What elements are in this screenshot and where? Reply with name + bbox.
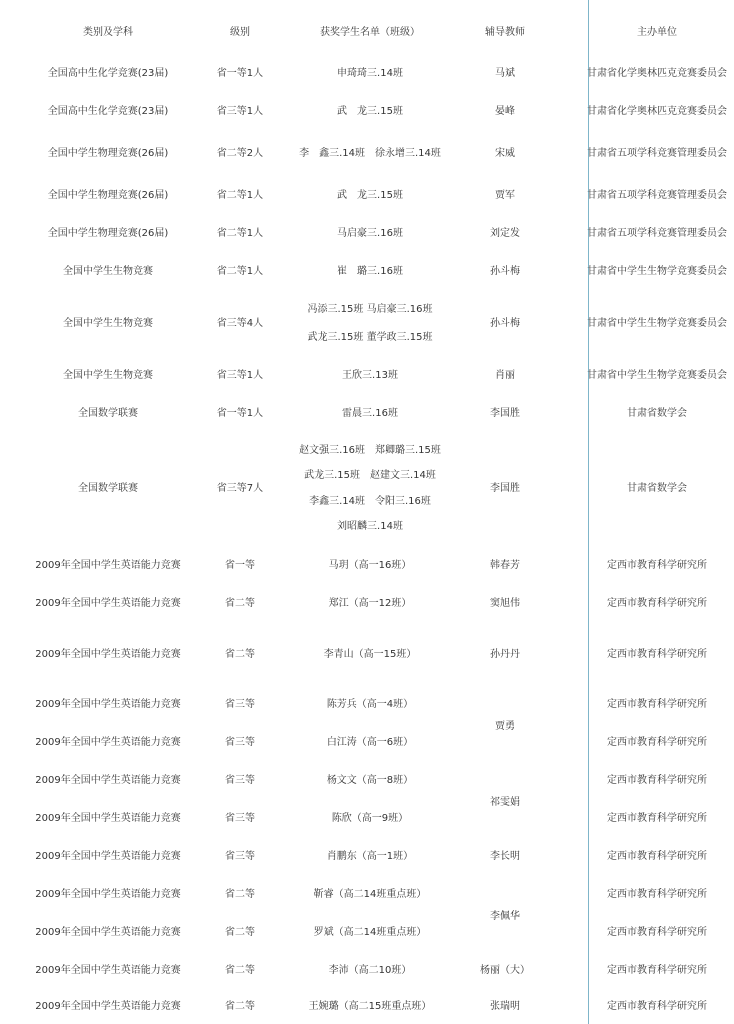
organizer-cell: 甘肃省数学会: [627, 483, 687, 494]
student-line: 王欣三.13班: [342, 370, 398, 381]
students-cell: [280, 914, 460, 952]
category-cell: 全国中学生物理竞赛(26届): [47, 190, 169, 201]
teacher-cell: 杨丽（大）: [480, 965, 530, 976]
organizer-cell: 定西市教育科学研究所: [607, 927, 707, 938]
organizer-cell: 甘肃省五项学科竞赛管理委员会: [587, 148, 727, 159]
organizer-cell: 定西市教育科学研究所: [607, 560, 707, 571]
level-cell: 省一等1人: [216, 408, 264, 419]
student-line: 武 龙三.15班: [337, 190, 403, 201]
organizer-cell: 定西市教育科学研究所: [607, 598, 707, 609]
table-row: [0, 180, 734, 212]
student-line: 陈欣（高一9班）: [331, 813, 409, 824]
category-cell: 2009年全国中学生英语能力竞赛: [35, 775, 181, 786]
organizer-cell: 甘肃省中学生生物学竞赛委员会: [587, 370, 727, 381]
students-cell: [280, 438, 460, 540]
category-cell: 全国中学生物理竞赛(26届): [47, 148, 169, 159]
students-cell: [280, 762, 460, 800]
teacher-cell: 韩春芳: [490, 560, 520, 571]
level-cell: 省二等1人: [216, 228, 264, 239]
table-row: [0, 398, 734, 430]
category-cell: 2009年全国中学生英语能力竞赛: [35, 927, 181, 938]
header-level: 级别: [230, 27, 250, 38]
student-line: 肖鹏东（高一1班）: [326, 851, 414, 862]
students-cell: [280, 296, 460, 352]
level-cell: 省三等: [225, 737, 255, 748]
organizer-cell: 甘肃省化学奥林匹克竞赛委员会: [587, 106, 727, 117]
student-line: 申琦琦三.14班: [337, 68, 403, 79]
teacher-cell: 肖丽: [495, 370, 515, 381]
level-cell: 省三等: [225, 813, 255, 824]
category-cell: 全国数学联赛: [78, 483, 138, 494]
level-cell: 省二等: [225, 1001, 255, 1012]
students-cell: [280, 586, 460, 622]
table-row: [0, 256, 734, 288]
category-cell: 2009年全国中学生英语能力竞赛: [35, 737, 181, 748]
teacher-cell: 孙斗梅: [490, 318, 520, 329]
category-cell: 2009年全国中学生英语能力竞赛: [35, 598, 181, 609]
students-cell: [280, 634, 460, 676]
table-row: [0, 990, 734, 1024]
table-row: [0, 762, 734, 800]
organizer-cell: 甘肃省数学会: [627, 408, 687, 419]
student-line: 陈芳兵（高一4班）: [326, 699, 414, 710]
students-cell: [280, 990, 460, 1024]
level-cell: 省三等4人: [216, 318, 264, 329]
organizer-cell: 甘肃省中学生生物学竞赛委员会: [587, 318, 727, 329]
organizer-cell: 甘肃省中学生生物学竞赛委员会: [587, 266, 727, 277]
students-cell: [280, 548, 460, 584]
teacher-cell: 宋威: [495, 148, 515, 159]
student-line: 崔 璐三.16班: [337, 266, 403, 277]
organizer-cell: 定西市教育科学研究所: [607, 1001, 707, 1012]
table-row: [0, 58, 734, 90]
teacher-cell: 李长明: [490, 851, 520, 862]
organizer-cell: 定西市教育科学研究所: [607, 737, 707, 748]
student-line: 雷晨三.16班: [342, 408, 398, 419]
level-cell: 省三等1人: [216, 106, 264, 117]
teacher-cell: 晏峰: [495, 106, 515, 117]
table-row: [0, 360, 734, 392]
table-row: [0, 296, 734, 352]
student-line: 刘昭麟三.14班: [337, 521, 403, 533]
category-cell: 2009年全国中学生英语能力竞赛: [35, 699, 181, 710]
table-row: [0, 96, 734, 128]
level-cell: 省一等: [225, 560, 255, 571]
level-cell: 省三等: [225, 851, 255, 862]
category-cell: 2009年全国中学生英语能力竞赛: [35, 965, 181, 976]
category-cell: 2009年全国中学生英语能力竞赛: [35, 813, 181, 824]
organizer-cell: 定西市教育科学研究所: [607, 889, 707, 900]
category-cell: 2009年全国中学生英语能力竞赛: [35, 649, 181, 660]
student-line: 李 鑫三.14班 徐永增三.14班: [299, 148, 441, 159]
category-cell: 全国中学生生物竞赛: [63, 370, 153, 381]
teacher-cell: 刘定发: [490, 228, 520, 239]
student-line: 白江涛（高一6班）: [326, 737, 414, 748]
teacher-cell: 窦旭伟: [490, 598, 520, 609]
level-cell: 省二等: [225, 889, 255, 900]
teacher-cell: 李国胜: [490, 483, 520, 494]
students-cell: [280, 952, 460, 990]
level-cell: 省二等1人: [216, 190, 264, 201]
student-line: 武龙三.15班 董学政三.15班: [307, 332, 433, 343]
category-cell: 2009年全国中学生英语能力竞赛: [35, 560, 181, 571]
level-cell: 省三等1人: [216, 370, 264, 381]
teacher-cell: 马斌: [495, 68, 515, 79]
level-cell: 省二等1人: [216, 266, 264, 277]
students-cell: [280, 138, 460, 170]
category-cell: 全国高中生化学竞赛(23届): [47, 106, 169, 117]
table-row: [0, 914, 734, 952]
merged-teacher-cell: 李佩华: [490, 910, 520, 922]
teacher-cell: 孙丹丹: [490, 649, 520, 660]
category-cell: 全国数学联赛: [78, 408, 138, 419]
organizer-cell: 定西市教育科学研究所: [607, 813, 707, 824]
level-cell: 省三等: [225, 699, 255, 710]
teacher-cell: 张瑞明: [490, 1001, 520, 1012]
merged-teacher-cell: 贾勇: [495, 720, 515, 732]
table-row: [0, 876, 734, 914]
organizer-cell: 甘肃省五项学科竞赛管理委员会: [587, 228, 727, 239]
merged-teacher-cell: 祁雯娟: [490, 796, 520, 808]
student-line: 马玥（高一16班）: [328, 560, 412, 571]
level-cell: 省三等7人: [216, 483, 264, 494]
students-cell: [280, 724, 460, 762]
student-line: 马启豪三.16班: [337, 228, 403, 239]
header-students: 获奖学生名单（班级）: [320, 27, 420, 38]
category-cell: 全国中学生物理竞赛(26届): [47, 228, 169, 239]
table-row: [0, 838, 734, 876]
level-cell: 省二等: [225, 598, 255, 609]
organizer-cell: 定西市教育科学研究所: [607, 699, 707, 710]
level-cell: 省一等1人: [216, 68, 264, 79]
organizer-cell: 定西市教育科学研究所: [607, 851, 707, 862]
students-cell: [280, 800, 460, 838]
students-cell: [280, 180, 460, 212]
students-cell: [280, 838, 460, 876]
table-row: [0, 952, 734, 990]
student-line: 武龙三.15班 赵建文三.14班: [304, 470, 436, 482]
student-line: 郑江（高一12班）: [328, 598, 412, 609]
students-cell: [280, 686, 460, 724]
student-line: 冯添三.15班 马启豪三.16班: [307, 304, 433, 315]
table-row: [0, 686, 734, 724]
header-organizer: 主办单位: [637, 27, 677, 38]
category-cell: 2009年全国中学生英语能力竞赛: [35, 1001, 181, 1012]
students-cell: [280, 96, 460, 128]
student-line: 李青山（高一15班）: [323, 649, 417, 660]
level-cell: 省二等: [225, 927, 255, 938]
level-cell: 省三等: [225, 775, 255, 786]
category-cell: 全国高中生化学竞赛(23届): [47, 68, 169, 79]
students-cell: [280, 58, 460, 90]
teacher-cell: 贾军: [495, 190, 515, 201]
organizer-cell: 定西市教育科学研究所: [607, 649, 707, 660]
level-cell: 省二等: [225, 649, 255, 660]
student-line: 王婉璐（高二15班重点班）: [308, 1001, 432, 1012]
organizer-cell: 定西市教育科学研究所: [607, 965, 707, 976]
students-cell: [280, 398, 460, 430]
table-row: [0, 138, 734, 170]
table-row: [0, 438, 734, 540]
student-line: 杨文文（高一8班）: [326, 775, 414, 786]
category-cell: 2009年全国中学生英语能力竞赛: [35, 851, 181, 862]
student-line: 靳睿（高二14班重点班）: [313, 889, 427, 900]
teacher-cell: 李国胜: [490, 408, 520, 419]
organizer-cell: 甘肃省化学奥林匹克竞赛委员会: [587, 68, 727, 79]
students-cell: [280, 218, 460, 250]
teacher-cell: 孙斗梅: [490, 266, 520, 277]
student-line: 赵文强三.16班 郑卿璐三.15班: [299, 444, 441, 456]
table-row: [0, 724, 734, 762]
level-cell: 省二等: [225, 965, 255, 976]
table-row: [0, 634, 734, 676]
category-cell: 全国中学生生物竞赛: [63, 318, 153, 329]
students-cell: [280, 360, 460, 392]
student-line: 李沛（高二10班）: [328, 965, 412, 976]
organizer-cell: 甘肃省五项学科竞赛管理委员会: [587, 190, 727, 201]
table-header: [0, 18, 734, 48]
students-cell: [280, 256, 460, 288]
organizer-cell: 定西市教育科学研究所: [607, 775, 707, 786]
level-cell: 省二等2人: [216, 148, 264, 159]
category-cell: 全国中学生生物竞赛: [63, 266, 153, 277]
header-teacher: 辅导教师: [485, 27, 525, 38]
header-category: 类别及学科: [83, 27, 133, 38]
table-row: [0, 218, 734, 250]
student-line: 武 龙三.15班: [337, 106, 403, 117]
table-row: [0, 586, 734, 622]
category-cell: 2009年全国中学生英语能力竞赛: [35, 889, 181, 900]
table-row: [0, 800, 734, 838]
table-row: [0, 548, 734, 584]
student-line: 罗斌（高二14班重点班）: [313, 927, 427, 938]
student-line: 李鑫三.14班 令阳三.16班: [309, 495, 431, 507]
students-cell: [280, 876, 460, 914]
